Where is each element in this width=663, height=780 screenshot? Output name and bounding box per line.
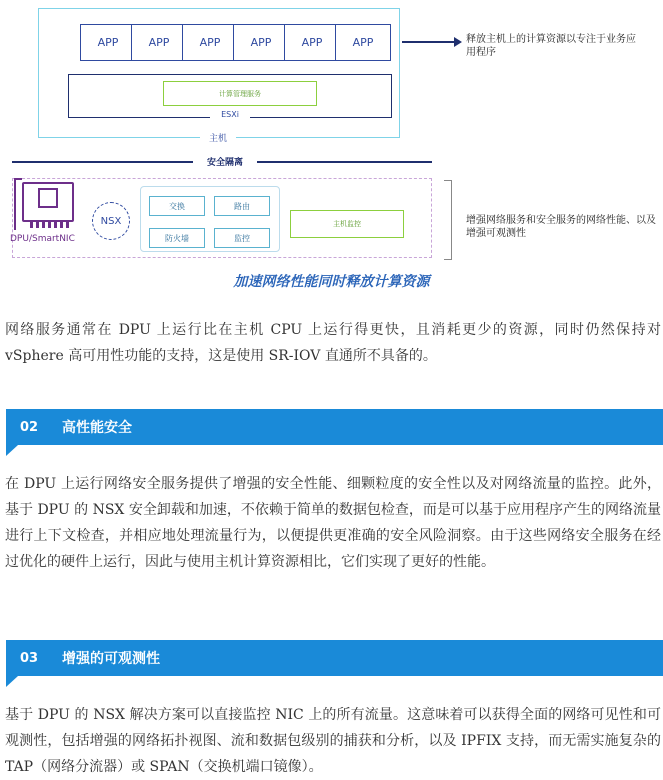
app-box: APP <box>182 24 238 61</box>
compute-mgmt-box: 计算管理服务 <box>163 81 317 106</box>
nsx-badge: NSX <box>92 202 130 240</box>
arrow-line <box>402 41 456 43</box>
diagram-caption: 加速网络性能同时释放计算资源 <box>233 274 430 290</box>
section-header-03 <box>6 640 663 676</box>
service-routing: 路由 <box>214 196 270 216</box>
service-firewall: 防火墙 <box>149 228 205 248</box>
nic-chip-icon <box>38 188 58 208</box>
app-box: APP <box>80 24 136 61</box>
nic-card-icon <box>14 178 22 230</box>
esxi-label: ESXi <box>210 110 250 119</box>
section-tail <box>6 445 18 456</box>
nic-pins <box>30 222 70 228</box>
app-box: APP <box>335 24 391 61</box>
service-switching: 交换 <box>149 196 205 216</box>
section-number: 02 <box>20 419 39 435</box>
host-monitoring-box: 主机监控 <box>290 210 404 238</box>
arrow-right-icon <box>454 37 462 47</box>
app-box: APP <box>233 24 289 61</box>
paragraph-1: 网络服务通常在 DPU 上运行比在主机 CPU 上运行得更快，且消耗更少的资源，同时仍然保持对 vSphere 高可用性功能的支持，这是使用 SR-IOV 直通所不具备的。 <box>5 322 661 364</box>
dpu-note: 增强网络服务和安全服务的网络性能、以及增强可观测性 <box>466 215 656 239</box>
dpu-label: DPU/SmartNIC <box>10 234 75 244</box>
section-tail <box>6 676 18 687</box>
app-box: APP <box>131 24 187 61</box>
dpu-bracket <box>444 180 452 260</box>
service-monitoring: 监控 <box>214 228 270 248</box>
section-title: 增强的可观测性 <box>62 651 160 667</box>
section-number: 03 <box>20 650 39 666</box>
section-header-02 <box>6 409 663 445</box>
paragraph-3: 基于 DPU 的 NSX 解决方案可以直接监控 NIC 上的所有流量。这意味着可以获得全面的网络可见性和可观测性，包括增强的网络拓扑视图、流和数据包级别的捕获和分析，以及 IPFIX 支持，而无需实施复杂的 TAP（网络分流器）或 SPAN（交换机端口镜像）。 <box>5 707 661 775</box>
host-label: 主机 <box>200 131 236 144</box>
host-note: 释放主机上的计算资源以专注于业务应用程序 <box>466 34 636 58</box>
section-title: 高性能安全 <box>62 420 132 436</box>
security-isolation-label: 安全隔离 <box>193 155 257 168</box>
paragraph-2: 在 DPU 上运行网络安全服务提供了增强的安全性能、细颗粒度的安全性以及对网络流量的监控。此外，基于 DPU 的 NSX 安全卸载和加速，不依赖于简单的数据包检查，而是可以基于应用程序产生的网络流量进行上下文检查，并相应地处理流量行为，以便提供更准确的安全风险洞察。由于这些网络安全服务在经过优化的硬件上运行，因此与使用主机计算资源相比，它们实现了更好的性能。 <box>5 476 661 570</box>
app-box: APP <box>284 24 340 61</box>
